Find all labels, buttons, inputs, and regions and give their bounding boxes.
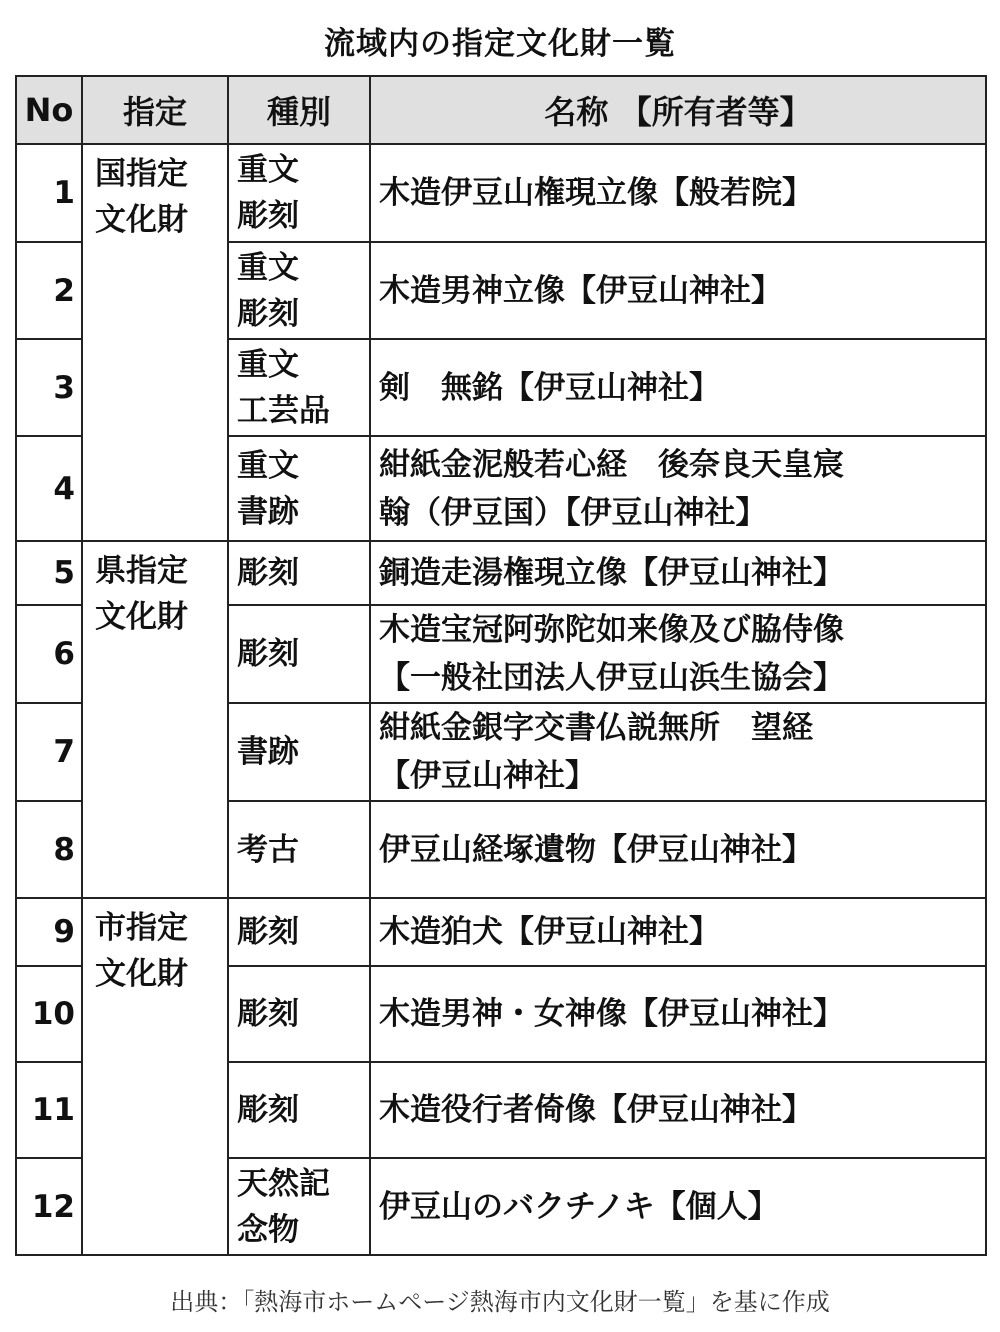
row-no: 12	[16, 1158, 82, 1255]
header-shubetsu: 種別	[228, 76, 370, 144]
row-shubetsu: 重文 工芸品	[228, 339, 370, 436]
row-shubetsu: 彫刻	[228, 541, 370, 605]
row-meisho: 木造男神立像【伊豆山神社】	[370, 242, 986, 339]
group-kuni: 国指定 文化財	[82, 144, 228, 541]
row-no: 11	[16, 1062, 82, 1158]
group-ken: 県指定 文化財	[82, 541, 228, 898]
row-no: 5	[16, 541, 82, 605]
row-no: 10	[16, 966, 82, 1062]
row-shubetsu: 重文 書跡	[228, 436, 370, 541]
header-shitei: 指定	[82, 76, 228, 144]
row-meisho: 伊豆山のバクチノキ【個人】	[370, 1158, 986, 1255]
row-no: 7	[16, 703, 82, 801]
row-no: 3	[16, 339, 82, 436]
row-shubetsu: 彫刻	[228, 1062, 370, 1158]
row-meisho: 剣 無銘【伊豆山神社】	[370, 339, 986, 436]
row-shubetsu: 重文 彫刻	[228, 144, 370, 242]
row-no: 6	[16, 605, 82, 703]
row-shubetsu: 重文 彫刻	[228, 242, 370, 339]
row-shubetsu: 彫刻	[228, 898, 370, 966]
row-no: 2	[16, 242, 82, 339]
row-shubetsu: 天然記 念物	[228, 1158, 370, 1255]
row-no: 1	[16, 144, 82, 242]
header-row	[16, 76, 986, 144]
header-meisho: 名称 【所有者等】	[370, 76, 986, 144]
row-meisho: 伊豆山経塚遺物【伊豆山神社】	[370, 801, 986, 898]
row-shubetsu: 彫刻	[228, 966, 370, 1062]
cultural-properties-table	[15, 75, 987, 1256]
row-shubetsu: 書跡	[228, 703, 370, 801]
group-shi: 市指定 文化財	[82, 898, 228, 1255]
row-meisho: 紺紙金泥般若心経 後奈良天皇宸 翰（伊豆国）【伊豆山神社】	[370, 436, 986, 541]
header-no: No	[16, 76, 82, 144]
table-row	[16, 898, 986, 966]
row-meisho: 銅造走湯権現立像【伊豆山神社】	[370, 541, 986, 605]
row-no: 8	[16, 801, 82, 898]
row-shubetsu: 考古	[228, 801, 370, 898]
row-meisho: 木造男神・女神像【伊豆山神社】	[370, 966, 986, 1062]
source-caption: 出典：「熱海市ホームページ熱海市内文化財一覧」を基に作成	[170, 1288, 830, 1316]
row-meisho: 紺紙金銀字交書仏説無所 望経 【伊豆山神社】	[370, 703, 986, 801]
row-shubetsu: 彫刻	[228, 605, 370, 703]
page-title: 流域内の指定文化財一覧	[324, 26, 676, 62]
row-meisho: 木造伊豆山権現立像【般若院】	[370, 144, 986, 242]
row-no: 4	[16, 436, 82, 541]
row-meisho: 木造役行者倚像【伊豆山神社】	[370, 1062, 986, 1158]
row-no: 9	[16, 898, 82, 966]
table-row	[16, 541, 986, 605]
row-meisho: 木造狛犬【伊豆山神社】	[370, 898, 986, 966]
table-row	[16, 144, 986, 242]
row-meisho: 木造宝冠阿弥陀如来像及び脇侍像 【一般社団法人伊豆山浜生協会】	[370, 605, 986, 703]
